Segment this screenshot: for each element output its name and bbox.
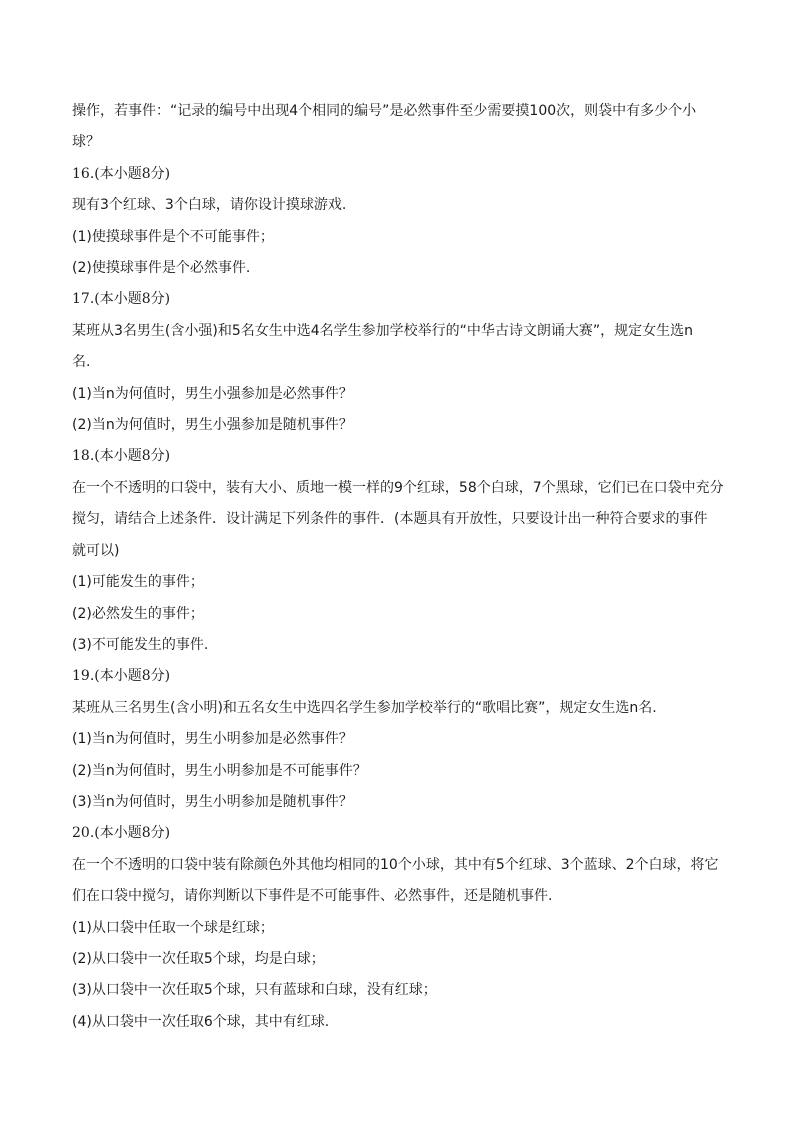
q20-stem-line-1: 在一个不透明的口袋中装有除颜色外其他均相同的10个小球，其中有5个红球、3个蓝球、2个白球，将它 <box>72 856 719 873</box>
q15-text-line-1: 操作，若事件：“记录的编号中出现4个相同的编号”是必然事件至少需要摸100次，则袋中有多少个小 <box>72 103 697 119</box>
q19-part-3: (3)当n为何值时，男生小明参加是随机事件？ <box>72 793 353 810</box>
q19-stem: 某班从三名男生(含小明)和五名女生中选四名学生参加学校举行的“歌唱比赛”，规定女生选n名. <box>72 699 657 716</box>
q16-heading: 16.(本小题8分) <box>72 165 171 182</box>
q16-part-2: (2)使摸球事件是个必然事件. <box>72 260 251 277</box>
q20-part-2: (2)从口袋中一次任取5个球，均是白球； <box>72 950 325 967</box>
q18-stem-line-1: 在一个不透明的口袋中，装有大小、质地一模一样的9个红球，58个白球，7个黑球，它们已在口袋中充分 <box>72 479 724 496</box>
q18-part-1: (1)可能发生的事件； <box>72 574 204 591</box>
q17-stem-line-1: 某班从3名男生(含小强)和5名女生中选4名学生参加学校举行的“中华古诗文朗诵大赛”，规定女生选n <box>72 322 694 339</box>
q19-heading: 19.(本小题8分) <box>72 668 171 685</box>
q17-stem-line-2: 名. <box>72 354 91 371</box>
q19-part-1: (1)当n为何值时，男生小明参加是必然事件？ <box>72 731 353 748</box>
q17-part-1: (1)当n为何值时，男生小强参加是必然事件？ <box>72 385 353 402</box>
q18-stem-line-3: 就可以) <box>72 542 120 559</box>
q20-part-1: (1)从口袋中任取一个球是红球； <box>72 919 274 936</box>
q16-stem: 现有3个红球、3个白球，请你设计摸球游戏. <box>72 197 347 214</box>
q15-text-line-2: 球？ <box>72 134 100 151</box>
q20-stem-line-2: 们在口袋中搅匀，请你判断以下事件是不可能事件、必然事件，还是随机事件. <box>72 888 553 905</box>
q16-part-1: (1)使摸球事件是个不可能事件； <box>72 228 274 245</box>
q18-heading: 18.(本小题8分) <box>72 448 171 465</box>
q18-part-2: (2)必然发生的事件； <box>72 605 204 622</box>
q20-part-4: (4)从口袋中一次任取6个球，其中有红球. <box>72 1013 330 1030</box>
q18-stem-line-2: 搅匀，请结合上述条件．设计满足下列条件的事件．(本题具有开放性，只要设计出一种符合要求的事件 <box>72 511 708 528</box>
q18-part-3: (3)不可能发生的事件. <box>72 636 209 653</box>
document-page <box>72 96 722 1038</box>
q20-part-3: (3)从口袋中一次任取5个球，只有蓝球和白球，没有红球； <box>72 982 437 999</box>
q19-part-2: (2)当n为何值时，男生小明参加是不可能事件？ <box>72 762 367 779</box>
q17-heading: 17.(本小题8分) <box>72 291 171 308</box>
q20-heading: 20.(本小题8分) <box>72 825 171 842</box>
q17-part-2: (2)当n为何值时，男生小强参加是随机事件？ <box>72 417 353 434</box>
